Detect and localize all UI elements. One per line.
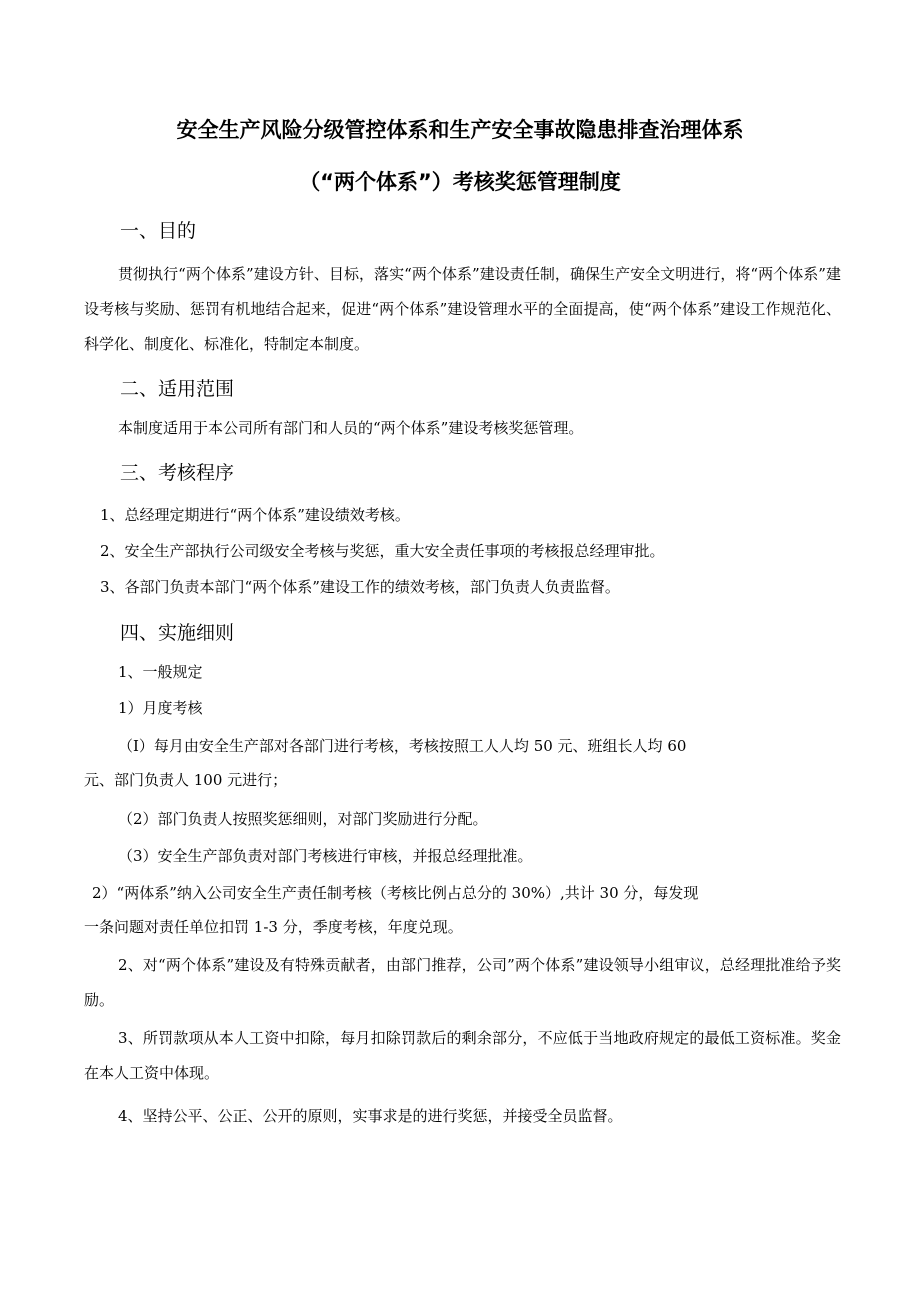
details-general-rules: 1、一般规定 <box>118 663 203 681</box>
details-item-3: 3、所罚款项从本人工资中扣除，每月扣除罚款后的剩余部分，不应低于当地政府规定的最低工资标准。奖金在本人工资中体现。 <box>84 1029 841 1082</box>
section-heading-procedure: 三、考核程序 <box>120 462 235 484</box>
details-responsibility-line-2: 一条问题对责任单位扣罚 1-3 分，季度考核，年度兑现。 <box>84 918 463 936</box>
section-heading-scope: 二、适用范围 <box>120 378 235 400</box>
details-item-2: 2、对“两个体系”建设及有特殊贡献者，由部门推荐，公司”两个体系”建设领导小组审议，总经理批准给予奖励。 <box>84 956 841 1009</box>
details-item-4: 4、坚持公平、公正、公开的原则，实事求是的进行奖惩，并接受全员监督。 <box>118 1107 623 1125</box>
details-monthly-item-1-line-1: （I）每月由安全生产部对各部门进行考核，考核按照工人人均 50 元、班组长人均 60 <box>118 737 687 755</box>
details-monthly-item-1-line-2: 元、部门负责人 100 元进行； <box>84 771 288 789</box>
details-monthly-item-2: （2）部门负责人按照奖惩细则，对部门奖励进行分配。 <box>118 810 488 828</box>
section-heading-details: 四、实施细则 <box>120 622 235 644</box>
document-title-line-1: 安全生产风险分级管控体系和生产安全事故隐患排查治理体系 <box>176 118 744 142</box>
procedure-item-2: 2、安全生产部执行公司级安全考核与奖惩，重大安全责任事项的考核报总经理审批。 <box>100 542 665 560</box>
procedure-item-3: 3、各部门负责本部门“两个体系”建设工作的绩效考核，部门负责人负责监督。 <box>100 578 620 596</box>
section-body-purpose: 贯彻执行“两个体系”建设方针、目标，落实“两个体系”建设责任制，确保生产安全文明进行，将“两个体系”建设考核与奖励、惩罚有机地结合起来，促进“两个体系”建设管理水平的全面提高，使“两个体系”建设工作规范化、科学化、制度化、标准化，特制定本制度。 <box>84 265 841 353</box>
procedure-item-1: 1、总经理定期进行“两个体系”建设绩效考核。 <box>100 506 410 524</box>
section-body-scope: 本制度适用于本公司所有部门和人员的“两个体系”建设考核奖惩管理。 <box>118 419 584 437</box>
document-title-line-2: （“两个体系”）考核奖惩管理制度 <box>299 170 621 194</box>
details-monthly-item-3: （3）安全生产部负责对部门考核进行审核，并报总经理批准。 <box>118 847 533 865</box>
section-heading-purpose: 一、目的 <box>120 220 197 242</box>
details-monthly-assessment: 1）月度考核 <box>118 699 203 717</box>
details-responsibility-line-1: 2）“两体系”纳入公司安全生产责任制考核（考核比例占总分的 30%）,共计 30 分，每发现 <box>92 884 699 902</box>
